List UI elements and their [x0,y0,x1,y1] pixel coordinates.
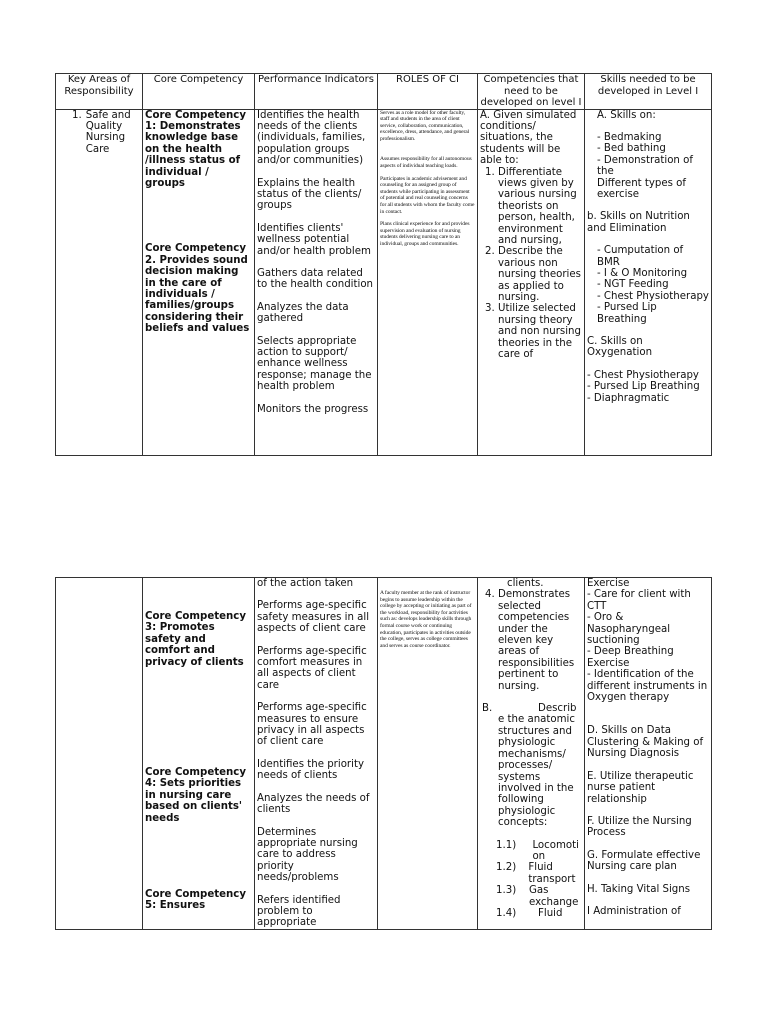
skills-c-items: - Chest Physiotherapy - Pursed Lip Breathing - Diaphragmatic [587,369,700,404]
table-row [56,109,712,455]
indicator: Explains the health status of the clients/ groups [257,177,362,212]
competency-b-text: e the anatomic structures and physiologic mechanisms/ processes/ systems involved in the following physiologic concepts: [498,714,575,829]
skills-a-title: A. Skills on: [597,109,656,121]
indicator: Refers identified problem to appropriate [257,894,341,929]
indicator: Identifies the health needs of the clients (individuals, families, population groups and/or communities) [257,109,366,167]
header-key-areas: Key Areas of Responsibility [56,74,143,110]
role-text: Assumes responsibility for all autonomous aspects of individual teaching loads. [380,156,472,170]
skills-a-items: - Bedmaking - Bed bathing - Demonstration of the Different types of exercise [597,131,693,200]
competencies-list [480,589,582,692]
roles-of-ci-cell [378,109,478,455]
list-item [480,840,582,863]
competency-table-page-2 [55,577,712,930]
skills-cell [585,109,712,455]
competency-table-page-1 [55,73,712,456]
role-text: Serves as a role model for other faculty, staff and students in the area of client service, collaboration, communication, excellence, dress, attendance, and general professionalism. [380,109,470,142]
key-area-cell [56,109,143,455]
header-core-competency: Core Competency [143,74,255,110]
list-item: 3. Utilize selected nursing theory and non nursing theories in the care of [498,303,582,360]
header-competencies: Competencies that need to be developed on level I [478,74,585,110]
skills-b-title: b. Skills on Nutrition and Elimination [587,211,690,234]
header-roles-of-ci: ROLES OF CI [378,74,478,110]
indicator: Analyzes the needs of clients [257,792,370,816]
core-competency-cell [143,109,255,455]
skills-cell [585,578,712,930]
key-area-cell [56,578,143,930]
indicator: Identifies clients' wellness potential and/or health problem [257,222,371,257]
skills-item: G. Formulate effective Nursing care plan [587,849,701,873]
performance-indicators-cell [255,109,378,455]
competencies-cell [478,578,585,930]
sub-item-number: 1.3) [496,885,517,897]
core-competency-3: Core Competency 3: Promotes safety and comfort and privacy of clients [145,611,246,668]
competencies-list [480,167,582,361]
roles-of-ci-cell [378,578,478,930]
sub-item-number: 1.1) [496,839,517,851]
key-area-number: 1. [72,109,82,121]
indicator: Performs age-specific safety measures in all aspects of client care [257,600,370,635]
indicator: Determines appropriate nursing care to address priority needs/problems [257,826,358,884]
skills-item: E. Utilize therapeutic nurse patient relationship [587,770,694,805]
indicator: Selects appropriate action to support/ enhance wellness response; manage the health problem [257,335,372,393]
competencies-cell [478,109,585,455]
list-item [480,862,582,885]
core-competency-2: Core Competency 2. Provides sound decision making in the care of individuals / families/groups considering their beliefs and values [145,243,250,335]
skills-item: H. Taking Vital Signs [587,883,691,895]
skills-b-items: - Cumputation of BMR - I & O Monitoring - NGT Feeding - Chest Physiotherapy - Pursed Lip Breathing [597,245,709,325]
skills-c-title: C. Skills on Oxygenation [587,336,653,359]
sub-item-text: Fluid [538,907,563,919]
skills-item: F. Utilize the Nursing Process [587,815,692,839]
core-competency-5: Core Competency 5: Ensures [145,889,246,912]
indicator: Performs age-specific comfort measures in all aspects of client care [257,645,367,691]
role-text: Participates in academic advisement and counseling for an assigned group of students while participating in assessment of potential and real counseling concerns for all students with whom the faculty come in contact. [380,175,475,215]
list-item [480,908,582,919]
list-item: 4. Demonstrates selected competencies under the eleven key areas of responsibilities pertinent to nursing. [498,589,582,692]
indicator: Identifies the priority needs of clients [257,758,364,782]
sub-item-number: 1.2) [496,862,517,874]
key-area-text: Safe and Quality Nursing Care [85,109,131,155]
indicator: Performs age-specific measures to ensure privacy in all aspects of client care [257,702,367,748]
core-competency-4: Core Competency 4: Sets priorities in nursing care based on clients' needs [145,767,246,824]
list-item [480,885,582,908]
competencies-intro: A. Given simulated conditions/ situations, the students will be able to: [480,109,577,167]
competency-b-word: Describ [538,703,577,715]
indicator: Gathers data related to the health condition [257,267,374,291]
indicator: Monitors the progress [257,403,369,415]
skills-item: I Administration of [587,905,681,917]
competency-b-line [480,703,582,714]
indicator: Analyzes the data gathered [257,301,349,325]
sub-item-text: Gas exchange [528,885,579,908]
list-item: 1. Differentiate views given by various nursing theorists on person, health, environment and nursing, [498,167,582,247]
header-skills: Skills needed to be developed in Level I [585,74,712,110]
sub-items-list [480,840,582,920]
performance-indicators-cell [255,578,378,930]
sub-item-number: 1.4) [496,907,517,919]
list-item: 2. Describe the various non nursing theories as applied to nursing. [498,246,582,303]
sub-item-text: Locomotion [532,839,579,862]
role-text: Plans clinical experience for and provides supervision and evaluation of nursing students delivering nursing care to an individual, groups and communities. [380,221,470,247]
sub-item-text: Fluid transport [528,862,576,885]
role-text: A faculty member at the rank of instructor begins to assume leadership within the college by accepting or initiating as part of the workload, responsibility for activities such as: develops leadership skills through formal course work or continuing education, participates in activities outside the college, serves as college committees and serves as course coordinator. [380,590,472,649]
competency-b-label: B. [482,703,493,715]
indicator: of the action taken [257,578,354,589]
skills-item: Exercise - Care for client with CTT - Oro & Nasopharyngeal suctioning - Deep Breathing Exercise - Identification of the different instruments in Oxygen therapy [587,578,708,704]
header-performance-indicators: Performance Indicators [255,74,378,110]
table-header-row [56,74,712,110]
table-row [56,578,712,930]
core-competency-1: Core Competency 1: Demonstrates knowledge base on the health /illness status of individual / groups [145,109,246,189]
skills-item: D. Skills on Data Clustering & Making of Nursing Diagnosis [587,725,704,760]
core-competency-cell [143,578,255,930]
competencies-continued: clients. [507,578,544,589]
